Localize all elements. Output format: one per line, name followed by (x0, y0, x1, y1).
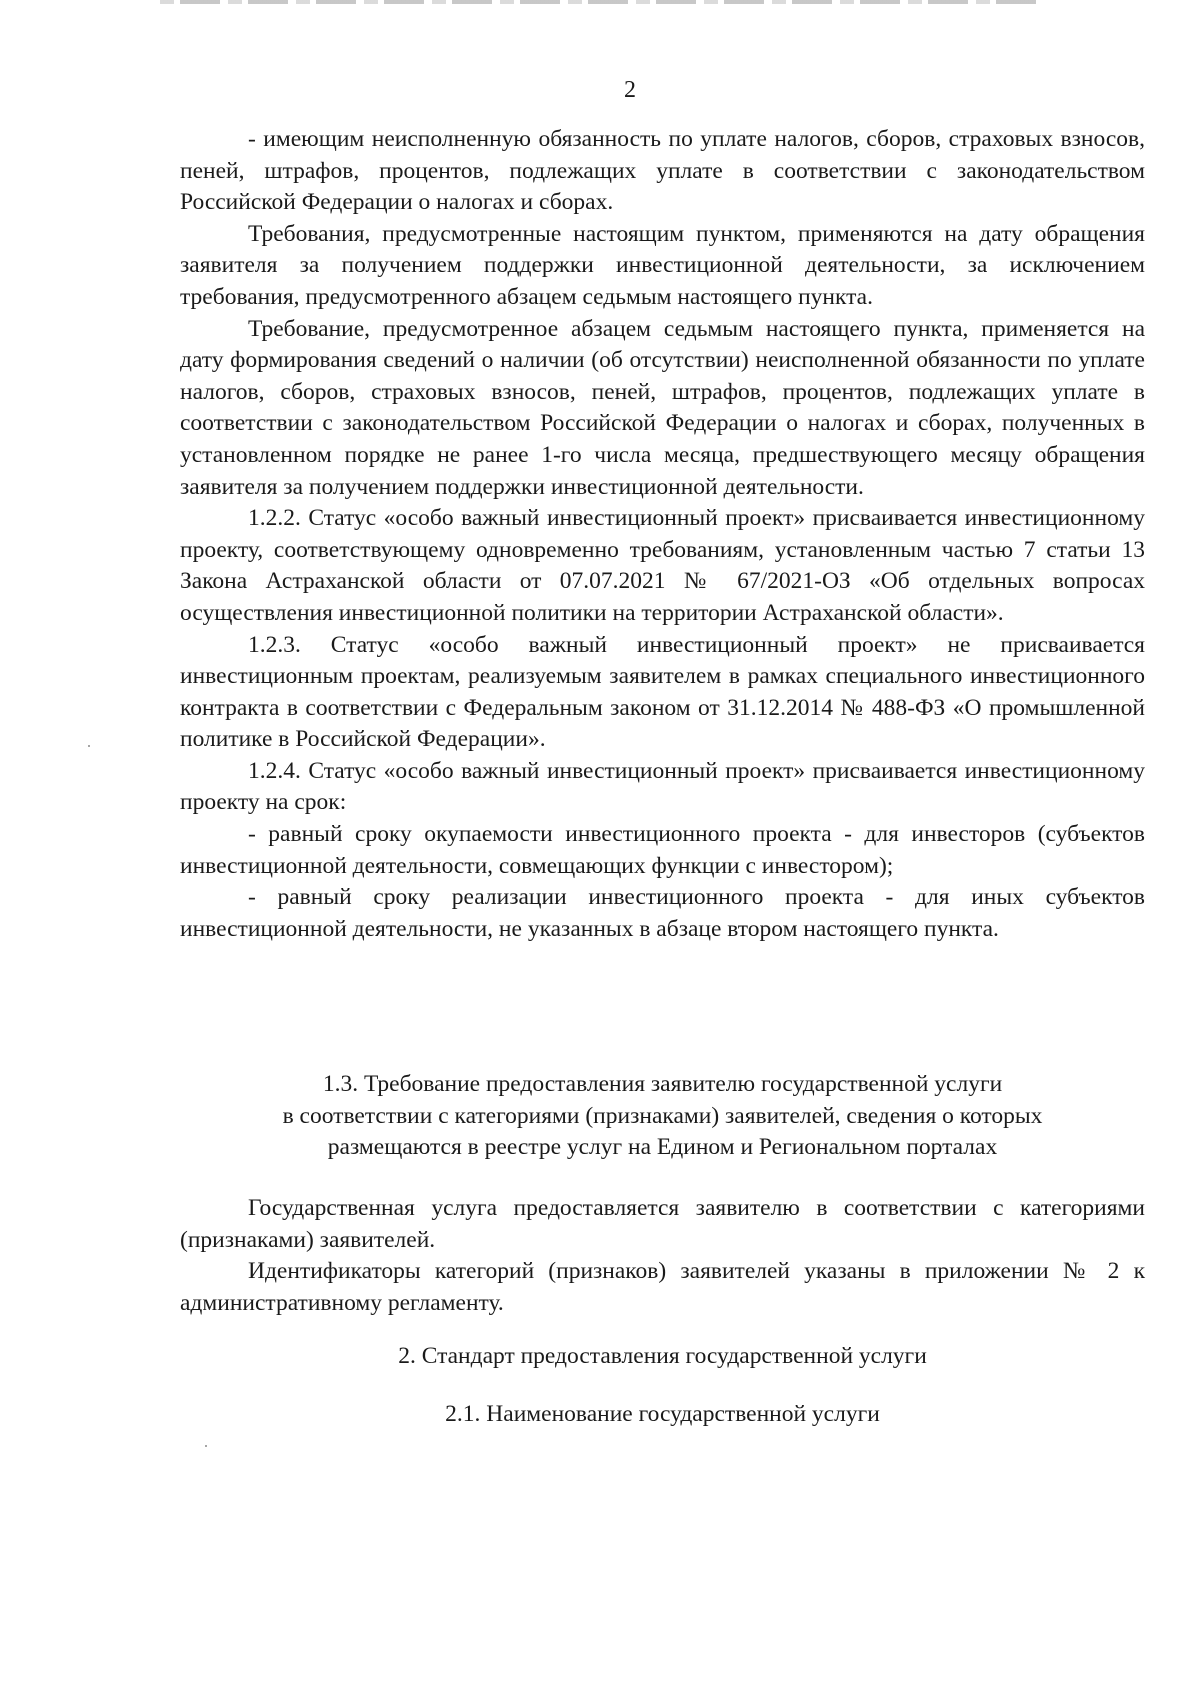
paragraph-requirements-date: Требования, предусмотренные настоящим пунктом, применяются на дату обращения заявителя за получением поддержки инвестиционной деятельности, за исключением требования, предусмотренного абзацем седьмым настоящего пункта. (180, 220, 1145, 310)
heading-2: 2. Стандарт предоставления государственной услуги (398, 1343, 927, 1369)
scan-speck (88, 745, 90, 747)
scan-speck (205, 1445, 207, 1447)
paragraph-other-subjects-term: - равный сроку реализации инвестиционного проекта - для иных субъектов инвестиционной деятельности, не указанных в абзаце втором настоящего пункта. (180, 884, 1145, 942)
paragraph-service-categories: Государственная услуга предоставляется заявителю в соответствии с категориями (признаками) заявителей. (180, 1195, 1145, 1253)
section-1-3-body (180, 1193, 1145, 1319)
paragraph-requirement-seventh: Требование, предусмотренное абзацем седьмым настоящего пункта, применяется на дату формирования сведений о наличии (об отсутствии) неисполненной обязанности по уплате налогов, сборов, страховых взносов, пеней, штрафов, процентов, подлежащих уплате в соответствии с законодательством Российской Федерации о налогах и сборах, полученных в установленном порядке не ранее 1-го числа месяца, предшествующего месяцу обращения заявителя за получением поддержки инвестиционной деятельности. (180, 315, 1145, 500)
heading-1-3-line-2: в соответствии с категориями (признаками) заявителей, сведения о которых (282, 1102, 1043, 1129)
scan-top-edge-artifact (160, 0, 1040, 4)
page-number: 2 (624, 77, 636, 103)
paragraph-investors-term: - равный сроку окупаемости инвестиционного проекта - для инвесторов (субъектов инвестиционной деятельности, совмещающих функции с инвестором); (180, 821, 1145, 879)
paragraph-category-identifiers: Идентификаторы категорий (признаков) заявителей указаны в приложении № 2 к административному регламенту. (180, 1258, 1145, 1316)
paragraph-1-2-2: 1.2.2. Статус «особо важный инвестиционный проект» присваивается инвестиционному проекту, соответствующему одновременно требованиям, установленным частью 7 статьи 13 Закона Астраханской области от 07.07.2021 № 67/2021-ОЗ «Об отдельных вопросах осуществления инвестиционной политики на территории Астраханской области». (180, 505, 1145, 626)
paragraph-tax-obligation: - имеющим неисполненную обязанность по уплате налогов, сборов, страховых взносов, пеней, штрафов, процентов, подлежащих уплате в соответствии с законодательством Российской Федерации о налогах и сборах. (180, 126, 1145, 216)
heading-1-3-line-3: размещаются в реестре услуг на Едином и Региональном порталах (327, 1134, 998, 1161)
paragraph-1-2-3: 1.2.3. Статус «особо важный инвестиционный проект» не присваивается инвестиционным проектам, реализуемым заявителем в рамках специального инвестиционного контракта в соответствии с Федеральным законом от 31.12.2014 № 488-ФЗ «О промышленной политике в Российской Федерации». (180, 631, 1145, 753)
document-body (180, 124, 1145, 945)
heading-1-3-line-1: 1.3. Требование предоставления заявителю государственной услуги (322, 1071, 1003, 1097)
paragraph-1-2-4: 1.2.4. Статус «особо важный инвестиционный проект» присваивается инвестиционному проекту на срок: (180, 757, 1145, 816)
heading-2-1: 2.1. Наименование государственной услуги (445, 1401, 880, 1427)
heading-1-3 (180, 1069, 1145, 1164)
